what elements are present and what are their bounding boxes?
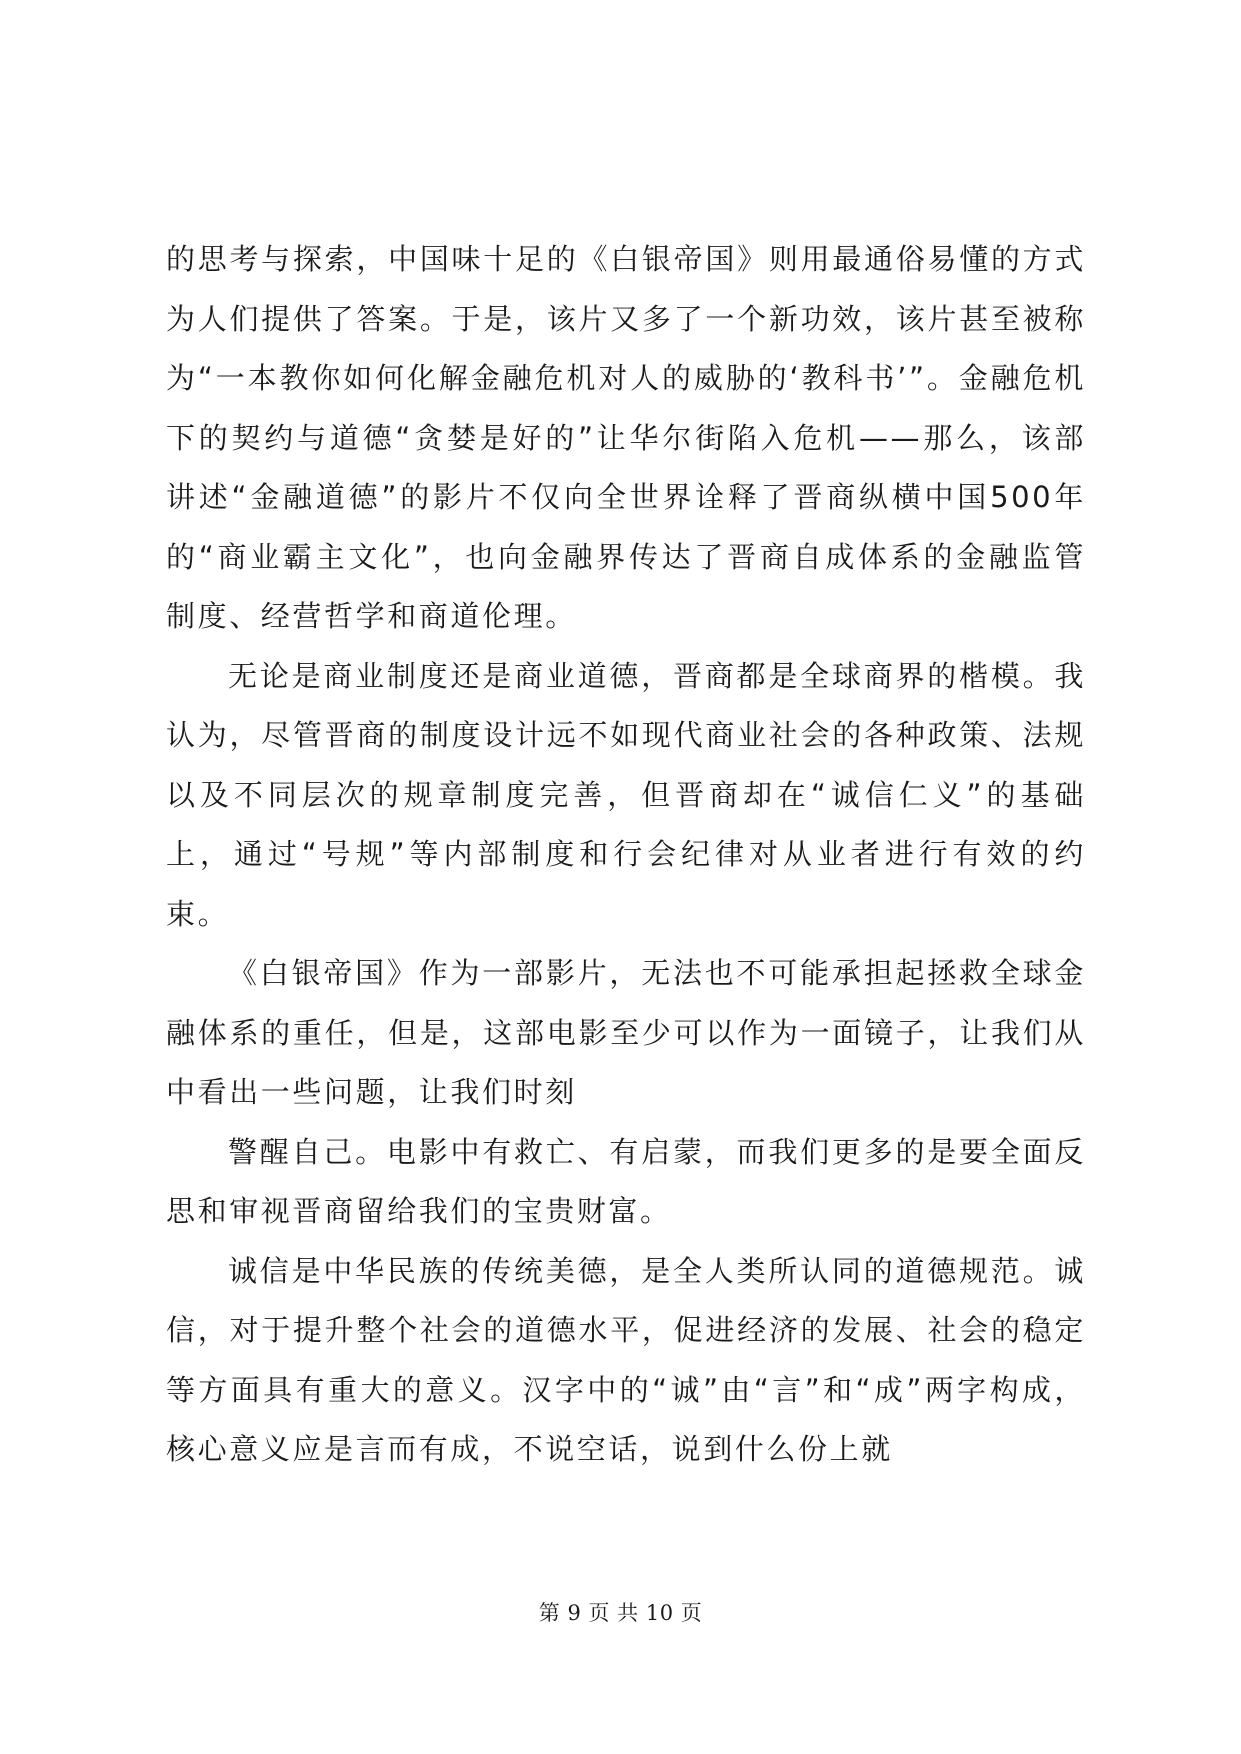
paragraph-3: 《白银帝国》作为一部影片，无法也不可能承担起拯救全球金融体系的重任，但是，这部电影至少可以作为一面镜子，让我们从中看出一些问题，让我们时刻: [166, 956, 1086, 1109]
paragraph-2: 无论是商业制度还是商业道德，晋商都是全球商界的楷模。我认为，尽管晋商的制度设计远不如现代商业社会的各种政策、法规以及不同层次的规章制度完善，但晋商却在“诚信仁义”的基础上，通过“号规”等内部制度和行会纪律对从业者进行有效的约束。: [166, 658, 1086, 931]
paragraph-5: 诚信是中华民族的传统美德，是全人类所认同的道德规范。诚信，对于提升整个社会的道德水平，促进经济的发展、社会的稳定等方面具有重大的意义。汉字中的“诚”由“言”和“成”两字构成，核心意义应是言而有成，不说空话，说到什么份上就: [166, 1253, 1086, 1466]
paragraph-4: 警醒自己。电影中有救亡、有启蒙，而我们更多的是要全面反思和审视晋商留给我们的宝贵财富。: [166, 1134, 1086, 1228]
page-number-footer: 第 9 页 共 10 页: [538, 1601, 703, 1625]
document-body: [166, 230, 1086, 1480]
paragraph-1: 的思考与探索，中国味十足的《白银帝国》则用最通俗易懂的方式为人们提供了答案。于是，该片又多了一个新功效，该片甚至被称为“一本教你如何化解金融危机对人的威胁的‘教科书’”。金融危机下的契约与道德“贪婪是好的”让华尔街陷入危机——那么，该部讲述“金融道德”的影片不仅向全世界诠释了晋商纵横中国500年的“商业霸主文化”，也向金融界传达了晋商自成体系的金融监管制度、经营哲学和商道伦理。: [166, 242, 1086, 633]
